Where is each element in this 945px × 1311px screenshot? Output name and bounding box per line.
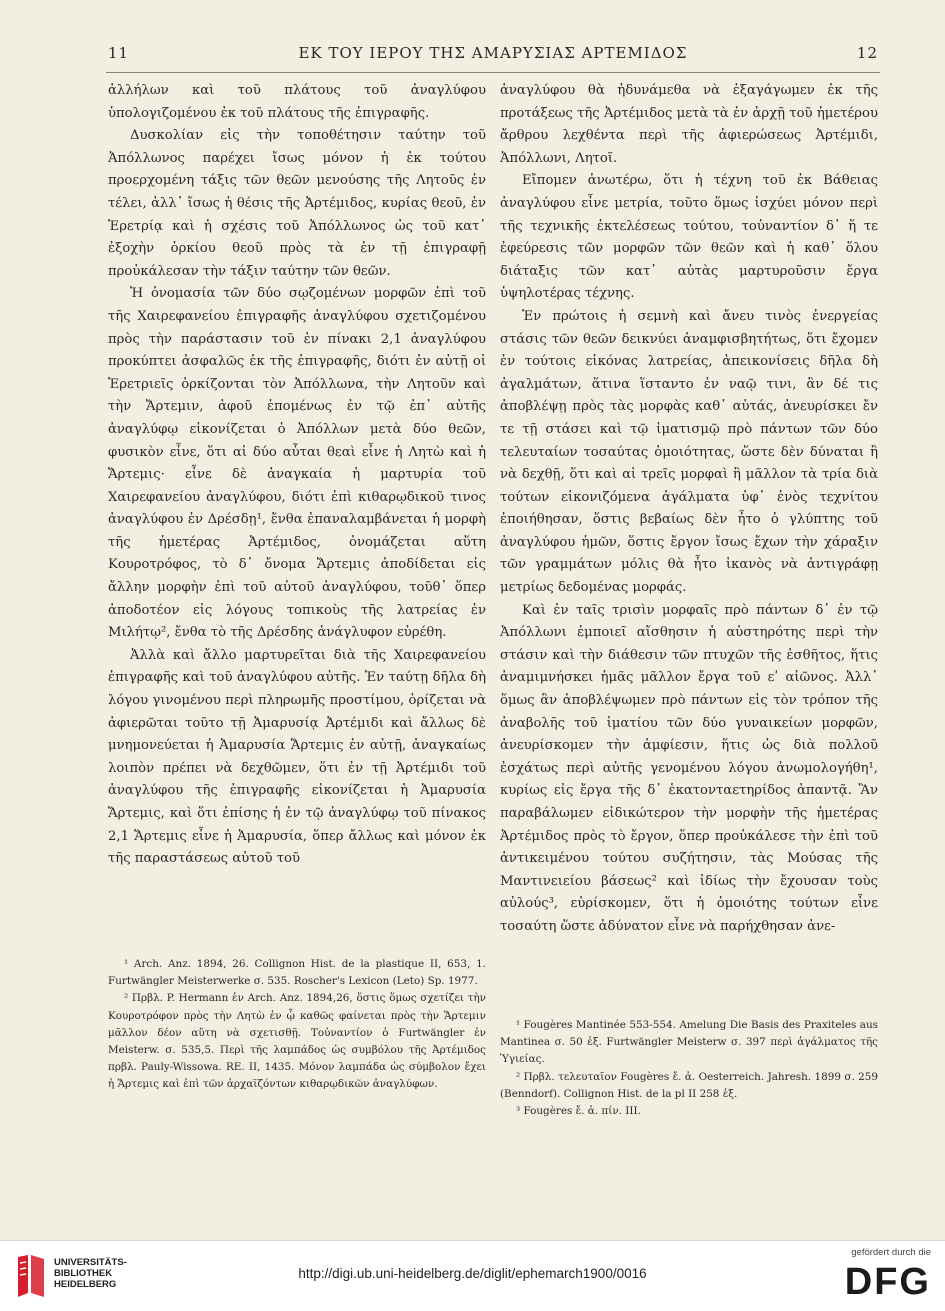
paragraph: Ἡ ὀνομασία τῶν δύο σῳζομένων μορφῶν ἐπὶ τοῦ τῆς Χαιρεφανείου ἐπιγραφῆς ἀναγλύφου σχετιζομένου πρὸς τὴν παράστασιν τοῦ ἐν πίνακι 2,1 ἀναγλύφου προκύπτει ἀσφαλῶς ἐκ τῆς ἐπιγραφῆς, διότι ἐν αὐτῇ οἱ Ἐρετριεῖς ὁρκίζονται τὸν Ἀπόλλωνα, τὴν Λητοῦν καὶ τὴν Ἄρτεμιν, ἀφοῦ ἑπομένως ἐν τῷ ἐπ᾽ αὐτῆς ἀναγλύφῳ εἰκονίζεται ὁ Ἀπόλλων μετὰ δύο θεῶν, φυσικὸν εἶνε, ὅτι αἱ δύο αὗται θεαὶ εἶνε ἡ Λητὼ καὶ ἡ Ἄρτεμις· εἶνε δὲ ἀναγκαία ἡ μαρτυρία τοῦ Χαιρεφανείου ἀναγλύφου, διότι ἐπὶ κιθαρῳδικοῦ τινος ἀναγλύφου ἐν Δρέσδῃ¹, ἔνθα ἐπαναλαμβάνεται ἡ μορφὴ τῆς ἡμετέρας Ἀρτέμιδος, ὀνομάζεται αὕτη Κουροτρόφος, τὸ δ᾽ ὄνομα Ἄρτεμις ἀποδίδεται εἰς ἄλλην μορφὴν ἐπὶ τοῦ αὐτοῦ ἀναγλύφου, τοῦθ᾽ ὅπερ ἀποδοτέον εἰς λόγους τοπικοὺς τῆς λατρείας ἐν Μιλήτῳ², ἔνθα τὸ τῆς Δρέσδης ἀνάγλυφον εὑρέθη. [108,286,486,641]
institution-line: BIBLIOTHEK [54,1268,113,1279]
page-number-left: 11 [108,44,130,62]
paragraph: Εἴπομεν ἀνωτέρω, ὅτι ἡ τέχνη τοῦ ἐκ Βάθειας ἀναγλύφου εἶνε μετρία, τοῦτο ὅμως ἰσχύει μόνον περὶ τῆς τεχνικῆς ἐκτελέσεως τούτου, τοὐναντίον δ᾽ ἥ τε ἐφεύρεσις τῶν μορφῶν τῶν θεῶν καὶ ἡ καθ᾽ ὅλου διάταξις τῶν κατ᾽ αὐτὰς μαρτυροῦσιν ἔργα ὑψηλοτέρας τέχνης. [500,173,878,302]
footnote: ¹ Fougères Mantinée 553-554. Amelung Die Basis des Praxiteles aus Mantinea σ. 50 ἑξ. Furtwängler Meisterw σ. 397 περὶ ἀγάλματος τῆς Ὑγιείας. [500,1019,878,1066]
paragraph: Καὶ ἐν ταῖς τρισὶν μορφαῖς πρὸ πάντων δ᾽ ἐν τῷ Ἀπόλλωνι ἐμποιεῖ αἴσθησιν ἡ αὐστηρότης περὶ τὴν στάσιν καὶ τὴν διάθεσιν τῶν πτυχῶν τῆς ἐσθῆτος, ἥτις ἀναμιμνήσκει ἡμᾶς μᾶλλον ἔργα τοῦ εʹ αἰῶνος. Ἀλλ᾽ ὅμως ἂν ἀποβλέψωμεν πρὸ πάντων εἰς τὸν τρόπον τῆς ἀναβολῆς τοῦ ἱματίου τῶν δύο γυναικείων μορφῶν, ἀνευρίσκομεν τὴν ἀμφίεσιν, ἥτις ὡς διὰ πολλοῦ ἐσχάτως περὶ αὐτῆς γενομένου λόγου ἀνωμολογήθη¹, κυρίως εἰς ἔργα τῆς δ᾽ ἑκατονταετηρίδος ἀπαντᾷ. Ἂν παραβάλωμεν εἰδικώτερον τὴν μορφὴν τῆς ἡμετέρας Ἀρτέμιδος πρὸς τὸ ἔργον, ὅπερ προὐκάλεσε τὴν ἐπὶ τοῦ ἀντικειμένου τούτου συζήτησιν, τὰς Μούσας τῆς Μαντινειείου βάσεως² καὶ ἰδίως τὴν ἔχουσαν τοὺς αὐλούς³, εὑρίσκομεν, ὅτι ἡ ὁμοιότης τούτων εἶνε τοσαύτη ὥστε ἀδύνατον εἶνε νὰ παρήχθησαν ἀνε- [500,602,878,934]
institution-line: HEIDELBERG [54,1279,117,1290]
institution-line: UNIVERSITÄTS- [54,1257,127,1268]
footer-bar [0,1240,945,1311]
paragraph: Δυσκολίαν εἰς τὴν τοποθέτησιν ταύτην τοῦ Ἀπόλλωνος παρέχει ἴσως μόνον ἡ ἐκ τούτου προερχομένη τάξις τῶν θεῶν μενούσης τῆς Λητοῦς ἐν τέλει, ἀλλ᾽ ἴσως ἡ θέσις τῆς Ἀρτέμιδος, κυρίας θεοῦ, ἐν Ἐρετρίᾳ καὶ ἡ σχέσις τοῦ Ἀπόλλωνος ὡς τοῦ κατ᾽ ἐξοχὴν ὁρκίου θεοῦ πρὸς τὰ ἐν τῇ ἐπιγραφῇ προὐκάλεσαν τὴν τάξιν ταύτην τῶν θεῶν. [108,128,486,279]
header-rule [106,72,880,73]
paragraph: ἀλλήλων καὶ τοῦ πλάτους τοῦ ἀναγλύφου ὑπολογιζομένου ἐκ τοῦ πλάτους τῆς ἐπιγραφῆς. [108,83,486,121]
footnote: ³ Fougères ἔ. ἀ. πίν. III. [516,1105,641,1118]
footnote: ¹ Arch. Anz. 1894, 26. Collignon Hist. de la plastique II, 653, 1. Furtwängler Meisterwerke σ. 535. Roscher's Lexicon (Leto) Sp. 1977. [108,958,486,988]
footnote: ² Πρβλ. τελευταῖον Fougères ἔ. ἀ. Oesterreich. Jahresh. 1899 σ. 259 (Benndorf). Collignon Hist. de la pl II 258 ἑξ. [500,1070,878,1100]
page-number-right: 12 [856,44,878,62]
running-title: ΕΚ ΤΟΥ ΙΕΡΟΥ ΤΗΣ ΑΜΑΡΥΣΙΑΣ ΑΡΤΕΜΙΔΟΣ [298,44,688,62]
paragraph: ἀναγλύφου θὰ ἠδυνάμεθα νὰ ἐξαγάγωμεν ἐκ τῆς προτάξεως τῆς Ἀρτέμιδος μετὰ τὰ ἐν ἀρχῇ τοῦ ἡμετέρου ἄρθρου λεχθέντα περὶ τῆς ἀφιερώσεως Ἀρτέμιδι, Ἀπόλλωνι, Λητοῖ. [500,83,878,166]
right-column [500,80,878,939]
left-footnotes [108,956,486,1094]
footnote: ² Πρβλ. P. Hermann ἐν Arch. Anz. 1894,26, ὅστις ὅμως σχετίζει τὴν Κουροτρόφον πρὸς τὴν Λητὼ ἐν ᾧ καθῶς φαίνεται πρὸς τὴν Ἄρτεμιν μᾶλλον δέον αὕτη νὰ σχετισθῇ. Τοὐναντίον ὁ Furtwängler ἐν Meisterw. σ. 535,5. Περὶ τῆς λαμπάδος ὡς συμβόλου τῆς Ἀρτέμιδος πρβλ. Pauly-Wissowa. RE. II, 1435. Μόνον λαμπάδα ὡς σύμβολον ἔχει ἡ Ἄρτεμις καὶ ἐπὶ τῶν ἀρχαϊζόντων κιθαρῳδικῶν ἀναγλύφων. [108,992,486,1091]
paragraph: Ἐν πρώτοις ἡ σεμνὴ καὶ ἄνευ τινὸς ἐνεργείας στάσις τῶν θεῶν δεικνύει ἀναμφισβητήτως, ὅτι ἔχομεν ἐν τούτοις εἰκόνας λατρείας, ἀπεικονίσεις δῆλα δὴ ἀγαλμάτων, ἅτινα ἵσταντο ἐν ναῷ τινι, ἂν δέ τις ἀποβλέψῃ πρὸς τὰς μορφὰς καθ᾽ αὑτάς, ἀνευρίσκει ἔν τε τῇ στάσει καὶ τῷ ἱματισμῷ πρὸ πάντων τῶν δύο τελευταίων τοσαύτας ὁμοιότητας, ὥστε δὲν δύναται ἢ νὰ δεχθῇ, ὅτι καὶ αἱ τρεῖς μορφαὶ ἢ μᾶλλον τὰ τρία διὰ τούτων εἰκονιζόμενα ἀγάλματα ὑφ᾽ ἑνὸς τεχνίτου ἐποιήθησαν, ὅστις βεβαίως δὲν ἦτο ὁ γλύπτης τοῦ ἀναγλύφου ἡμῶν, ὅστις ἔργον ἴσως ἔχων τὴν χάραξιν τῶν γραμμάτων μόλις θὰ ἦτο ἱκανὸς νὰ ἀντιγράφῃ μετρίως δεδομένας μορφάς. [500,308,878,596]
right-footnotes [500,1017,878,1120]
funded-by-label: gefördert durch die [851,1247,931,1258]
left-column [108,80,486,871]
dfg-logo: DFG [844,1261,931,1303]
source-url-link[interactable]: http://digi.ub.uni-heidelberg.de/diglit/ephemarch1900/0016 [298,1266,647,1281]
paragraph: Ἀλλὰ καὶ ἄλλο μαρτυρεῖται διὰ τῆς Χαιρεφανείου ἐπιγραφῆς καὶ τοῦ ἀναγλύφου αὐτῆς. Ἐν ταύτῃ δῆλα δὴ λόγου γινομένου περὶ πληρωμῆς προστίμου, ὁρίζεται νὰ ἀφιερῶται τοῦτο τῇ Ἀμαρυσίᾳ Ἀρτέμιδι καὶ ἄλλως δὲ μνημονεύεται ἡ Ἀμαρυσία Ἄρτεμις ἐν αὐτῇ, ἀναγκαίως λοιπὸν πρέπει νὰ δεχθῶμεν, ὅτι ἐν τῇ Ἀρτέμιδι τοῦ ἀναγλύφου τῆς ἐπιγραφῆς εἰκονίζεται ἡ Ἀμαρυσία Ἄρτεμις, καὶ ὅτι ἐπίσης ἡ ἐν τῷ ἀναγλύφῳ τοῦ πίνακος 2,1 Ἄρτεμις εἶνε ἡ Ἀμαρυσία, ὅπερ ἄλλως καὶ μόνον ἐκ τῆς παραστάσεως αὐτοῦ τοῦ [108,647,486,867]
